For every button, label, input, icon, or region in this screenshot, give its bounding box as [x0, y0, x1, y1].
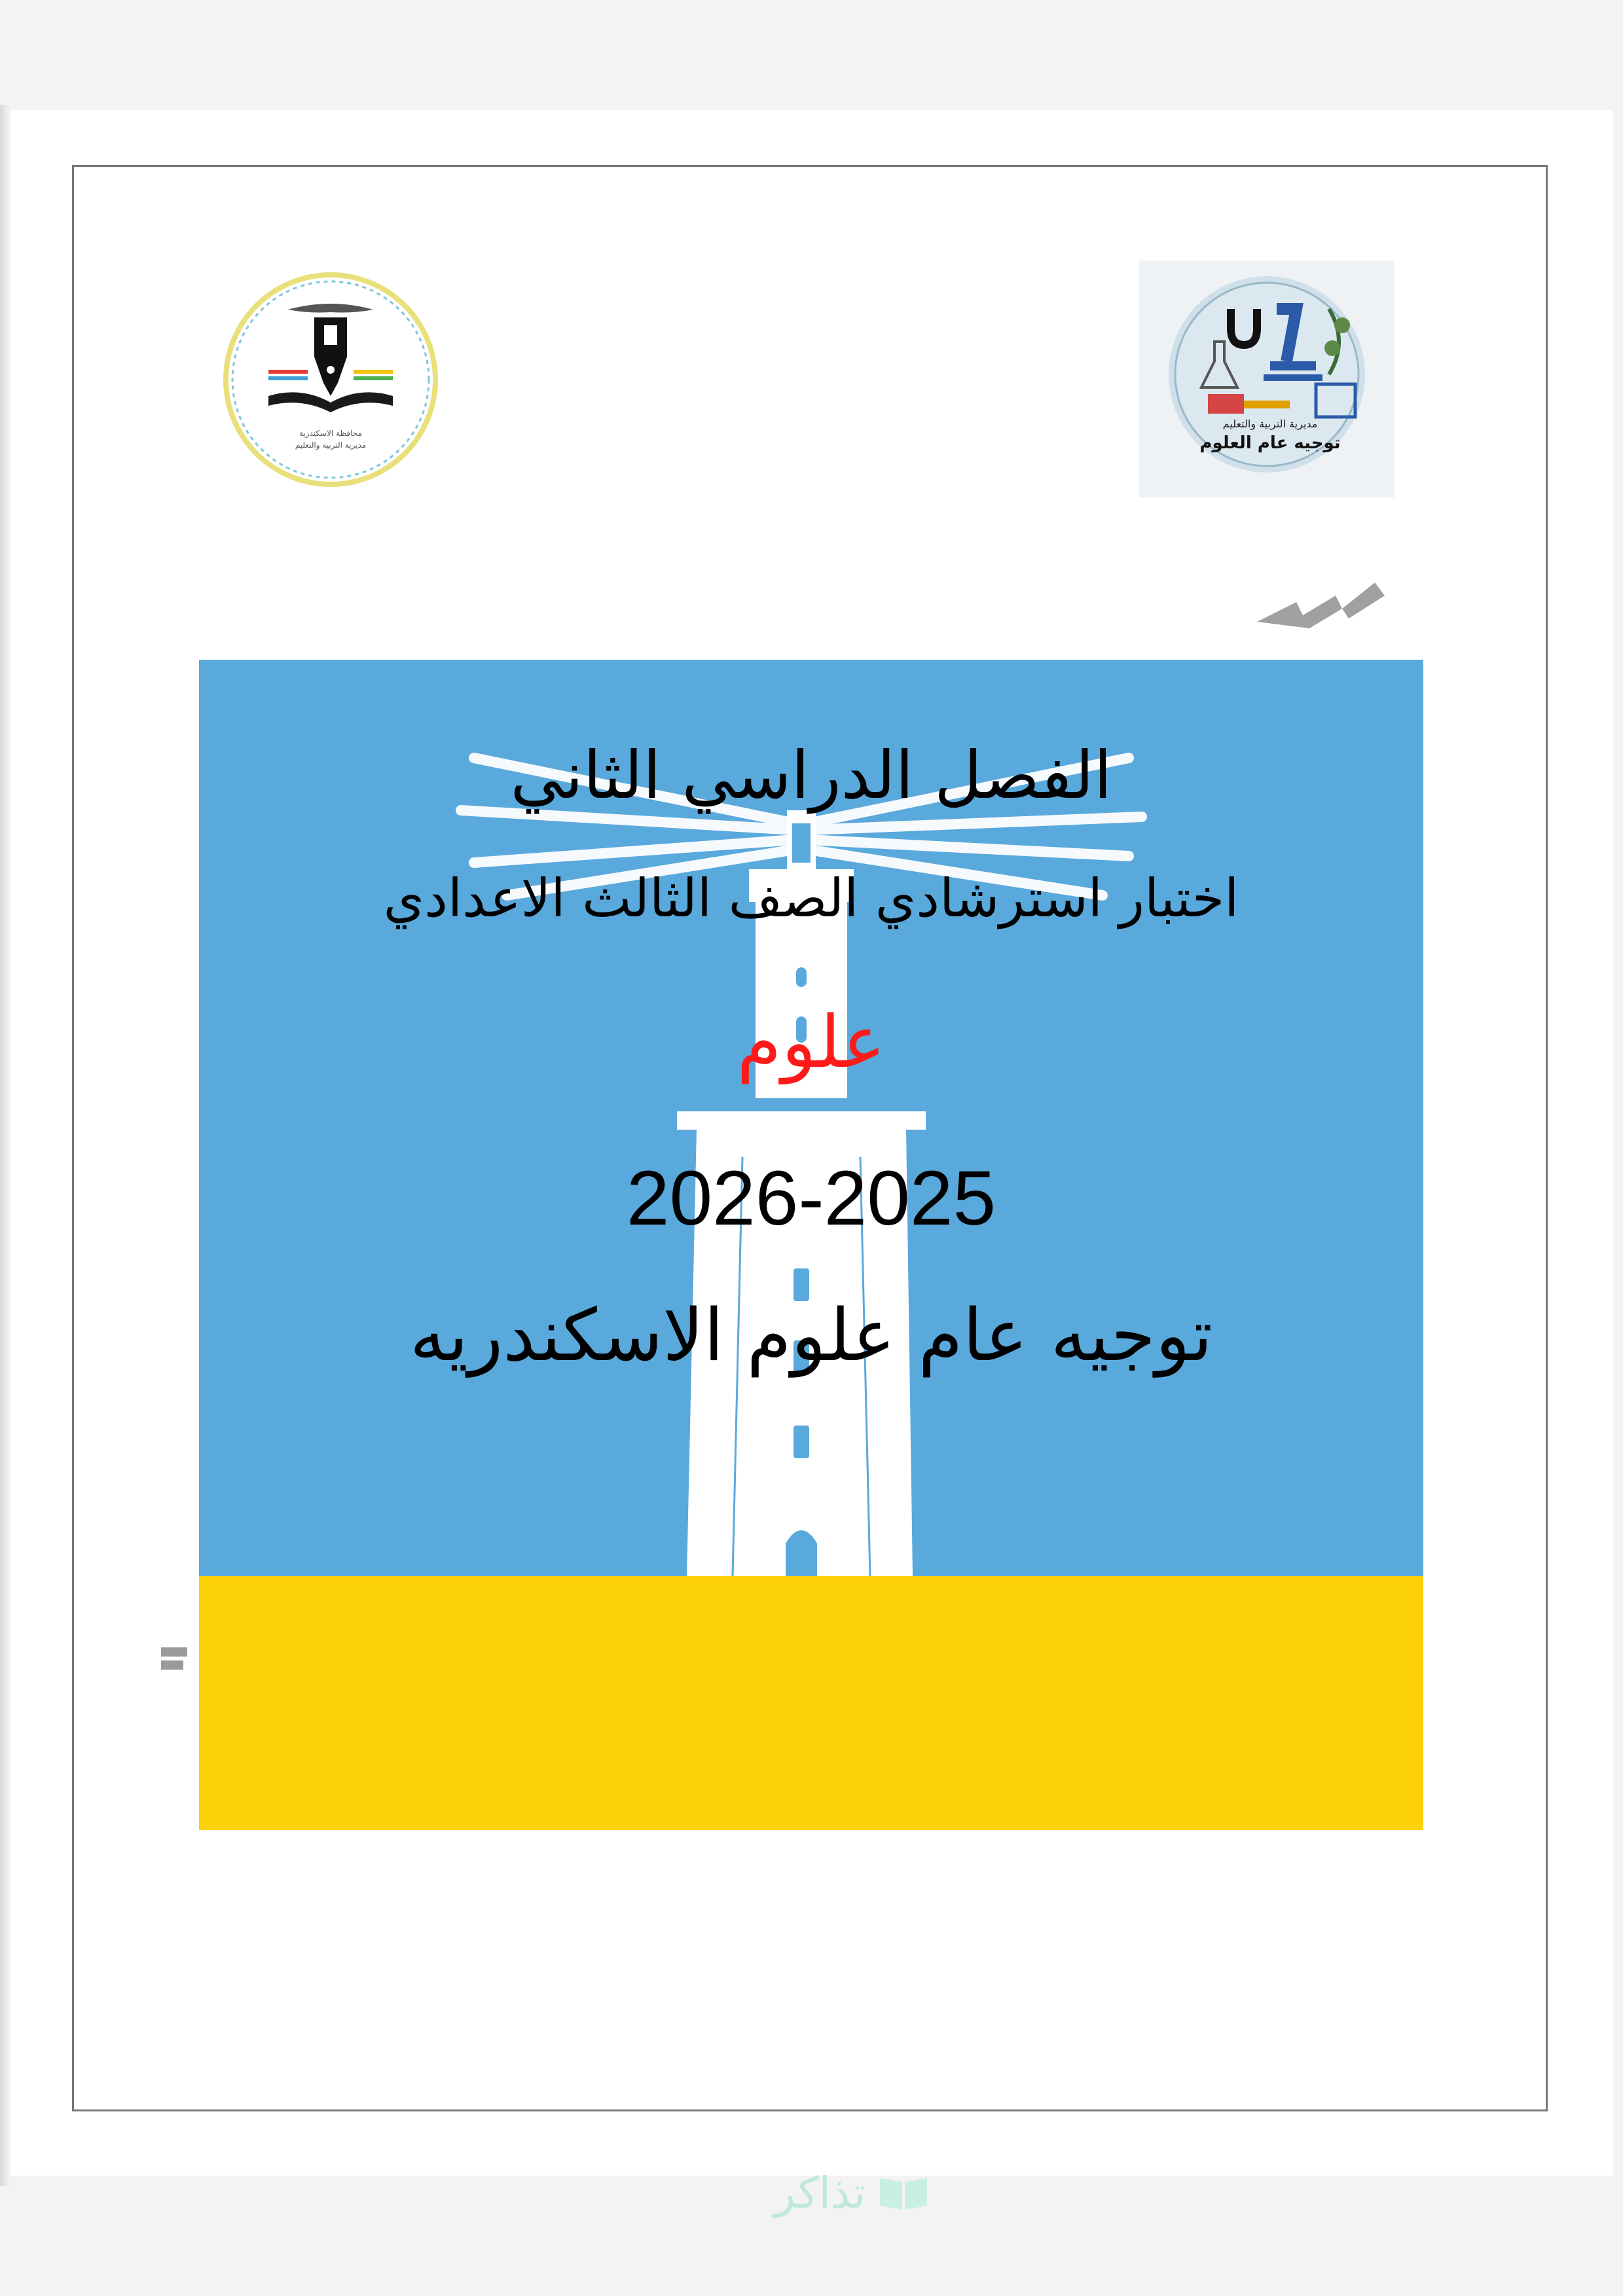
footer-brand-text: تذاكر	[774, 2167, 866, 2218]
directorate-seal-icon	[223, 272, 439, 488]
lighthouse-scene	[199, 660, 1423, 1830]
right-logo-caption-1: مديرية التربية والتعليم	[1222, 418, 1318, 430]
academic-year: 2026-2025	[626, 1155, 996, 1242]
issuer-line: توجيه عام علوم الاسكندريه	[409, 1293, 1213, 1377]
right-logo-caption-2: توجيه عام العلوم	[1199, 433, 1341, 453]
science-logo-icon	[1152, 270, 1381, 488]
watermark-fragment-left	[155, 1633, 200, 1679]
watermark-fragment	[1244, 543, 1395, 635]
semester-title: الفصل الدراسي الثاني	[510, 737, 1112, 814]
book-icon	[877, 2173, 930, 2212]
exam-subtitle: اختبار استرشادي الصف الثالث الاعدادي	[383, 868, 1239, 929]
science-supervision-logo-box	[1139, 260, 1395, 497]
cover-illustration	[199, 660, 1423, 1830]
alexandria-directorate-logo	[223, 272, 439, 488]
subject-title: علوم	[737, 1000, 886, 1084]
left-logo-caption-2: مديرية التربية والتعليم	[295, 440, 367, 450]
left-logo-caption-1: محافظة الاسكندرية	[299, 429, 362, 438]
page-shadow	[0, 105, 9, 2186]
footer-brand	[720, 2166, 930, 2219]
